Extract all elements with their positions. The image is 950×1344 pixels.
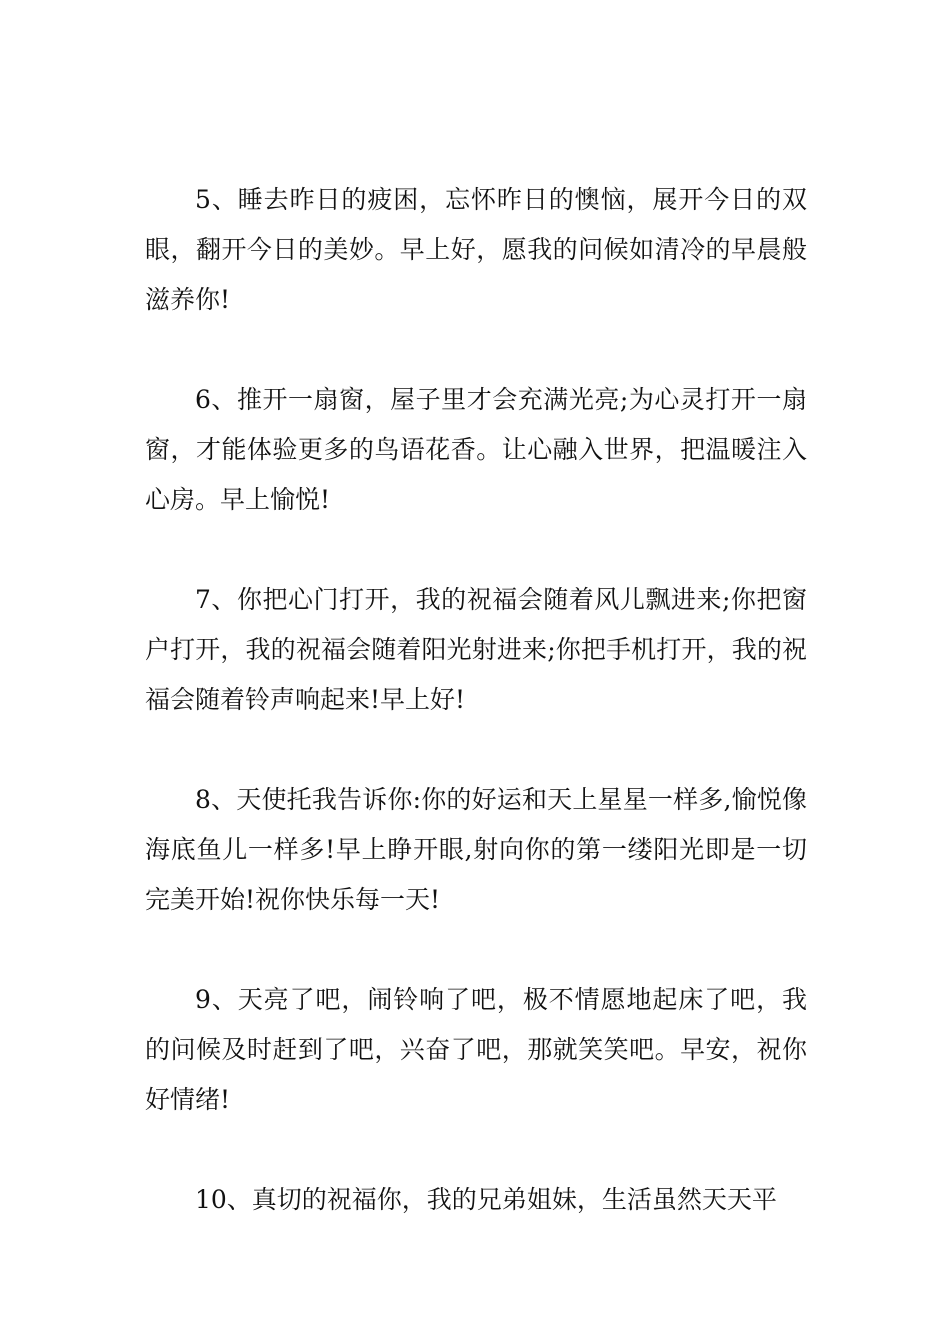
paragraph-5: 5、睡去昨日的疲困，忘怀昨日的懊恼，展开今日的双眼，翻开今日的美妙。早上好，愿我的问候如清冷的早晨般滋养你! [145, 185, 807, 314]
paragraph-8: 8、天使托我告诉你:你的好运和天上星星一样多,愉悦像海底鱼儿一样多!早上睁开眼,射向你的第一缕阳光即是一切完美开始!祝你快乐每一天! [145, 785, 807, 914]
paragraph-7: 7、你把心门打开，我的祝福会随着风儿飘进来;你把窗户打开，我的祝福会随着阳光射进来;你把手机打开，我的祝福会随着铃声响起来!早上好! [145, 585, 807, 714]
paragraph-6: 6、推开一扇窗，屋子里才会充满光亮;为心灵打开一扇窗，才能体验更多的鸟语花香。让心融入世界，把温暖注入心房。早上愉悦! [145, 385, 807, 514]
paragraph-9: 9、天亮了吧，闹铃响了吧，极不情愿地起床了吧，我的问候及时赶到了吧，兴奋了吧，那就笑笑吧。早安，祝你好情绪! [145, 985, 807, 1114]
paragraph-10: 10、真切的祝福你，我的兄弟姐妹，生活虽然天天平 [195, 1185, 777, 1214]
